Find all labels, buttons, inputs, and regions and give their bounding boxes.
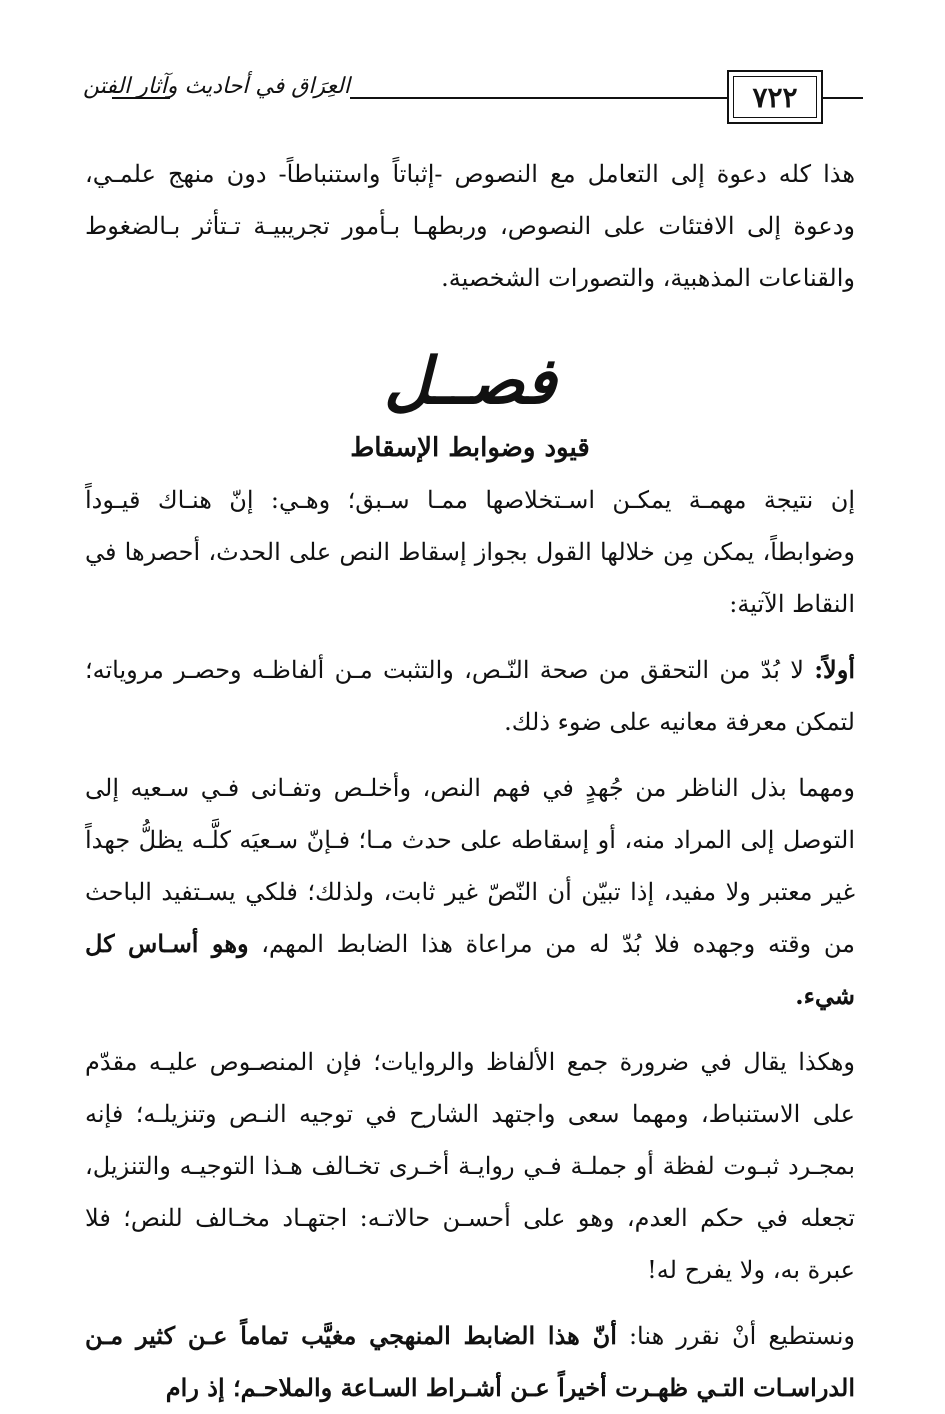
paragraph-4: وهكذا يقال في ضرورة جمع الألفاظ والروايات؛ فإن المنصـوص عليـه مقدّم على الاستنباط، ومهما سعى واجتهد الشارح في توجيه النـص وتنزيلـه؛ فإنه بمجـرد ثبـوت لفظة أو جملـة فـي روايـة أخـرى تخـالف هـذا التوجيـه والتنزيل، تجعله في حكم العدم، وهو على أحسـن حالاتـه: اجتهـاد مخـالف للنص؛ فلا عبرة به، ولا يفرح له! (85, 1048, 855, 1284)
header-rule-left (112, 97, 170, 99)
paragraph-2-text: لا بُدّ من التحقق من صحة النّـص، والتثبت مـن ألفاظـه وحصـر مروياته؛ لتمكن معرفة معانيه على ضوء ذلك. (85, 656, 855, 736)
paragraph-3-bold: وهو أسـاس كل شيء. (85, 929, 855, 1010)
section-heading-word: فصــل (383, 344, 557, 419)
intro-paragraph: هذا كله دعوة إلى التعامل مع النصوص -إثباتاً واستنباطاً- دون منهج علمـي، ودعوة إلى الافتئات على النصوص، وربطهـا بـأمور تجريبيـة تـتأثر بـالضغوط والقناعات المذهبية، والتصورات الشخصية. (85, 160, 855, 292)
page-header (0, 0, 945, 140)
page-number: ٧٢٢ (752, 80, 798, 114)
paragraph-3 (85, 762, 855, 1022)
page-content (85, 148, 855, 1414)
header-rule-middle (350, 97, 727, 99)
paragraph-5-text: ونستطيع أنْ نقرر هنا: (616, 1322, 855, 1350)
paragraph-1: إن نتيجة مهمـة يمكـن اسـتخلاصها ممـا سـبق؛ وهـي: إنّ هنـاك قيـوداً وضوابطاً، يمكن مِن خلالها القول بجواز إسقاط النص على الحدث، أحصرها في النقاط الآتية: (85, 486, 855, 618)
running-book-title: العِرَاق في أحاديث وآثار الفتن (82, 74, 350, 99)
paragraph-5 (85, 1310, 855, 1414)
paragraph-3-text: ومهما بذل الناظر من جُهدٍ في فهم النص، وأخلـص وتفـانى فـي سـعيه إلى التوصل إلى المراد منه، أو إسقاطه على حدث مـا؛ فـإنّ سـعيَه كلَّـه يظلُّ جهداً غير معتبر ولا مفيد، إذا تبيّن أن النّصّ غير ثابت، ولذلك؛ فلكي يسـتفيد الباحث من وقته وجهده فلا بُدّ له من مراعاة هذا الضابط المهم، (85, 774, 856, 958)
section-title: قيود وضوابط الإسقاط (350, 433, 590, 463)
header-rule-right (823, 97, 863, 99)
paragraph-2-lead: أولاً: (814, 655, 855, 684)
page-number-box (727, 70, 823, 124)
paragraph-2 (85, 644, 855, 748)
paragraph-5-bold: أنّ هذا الضابط المنهجي مغيَّب تماماً عـن كثير مـن الدراسـات التـي ظهـرت أخيراً عـن أشـراط السـاعة والملاحـم؛ إذ رام (85, 1321, 855, 1402)
